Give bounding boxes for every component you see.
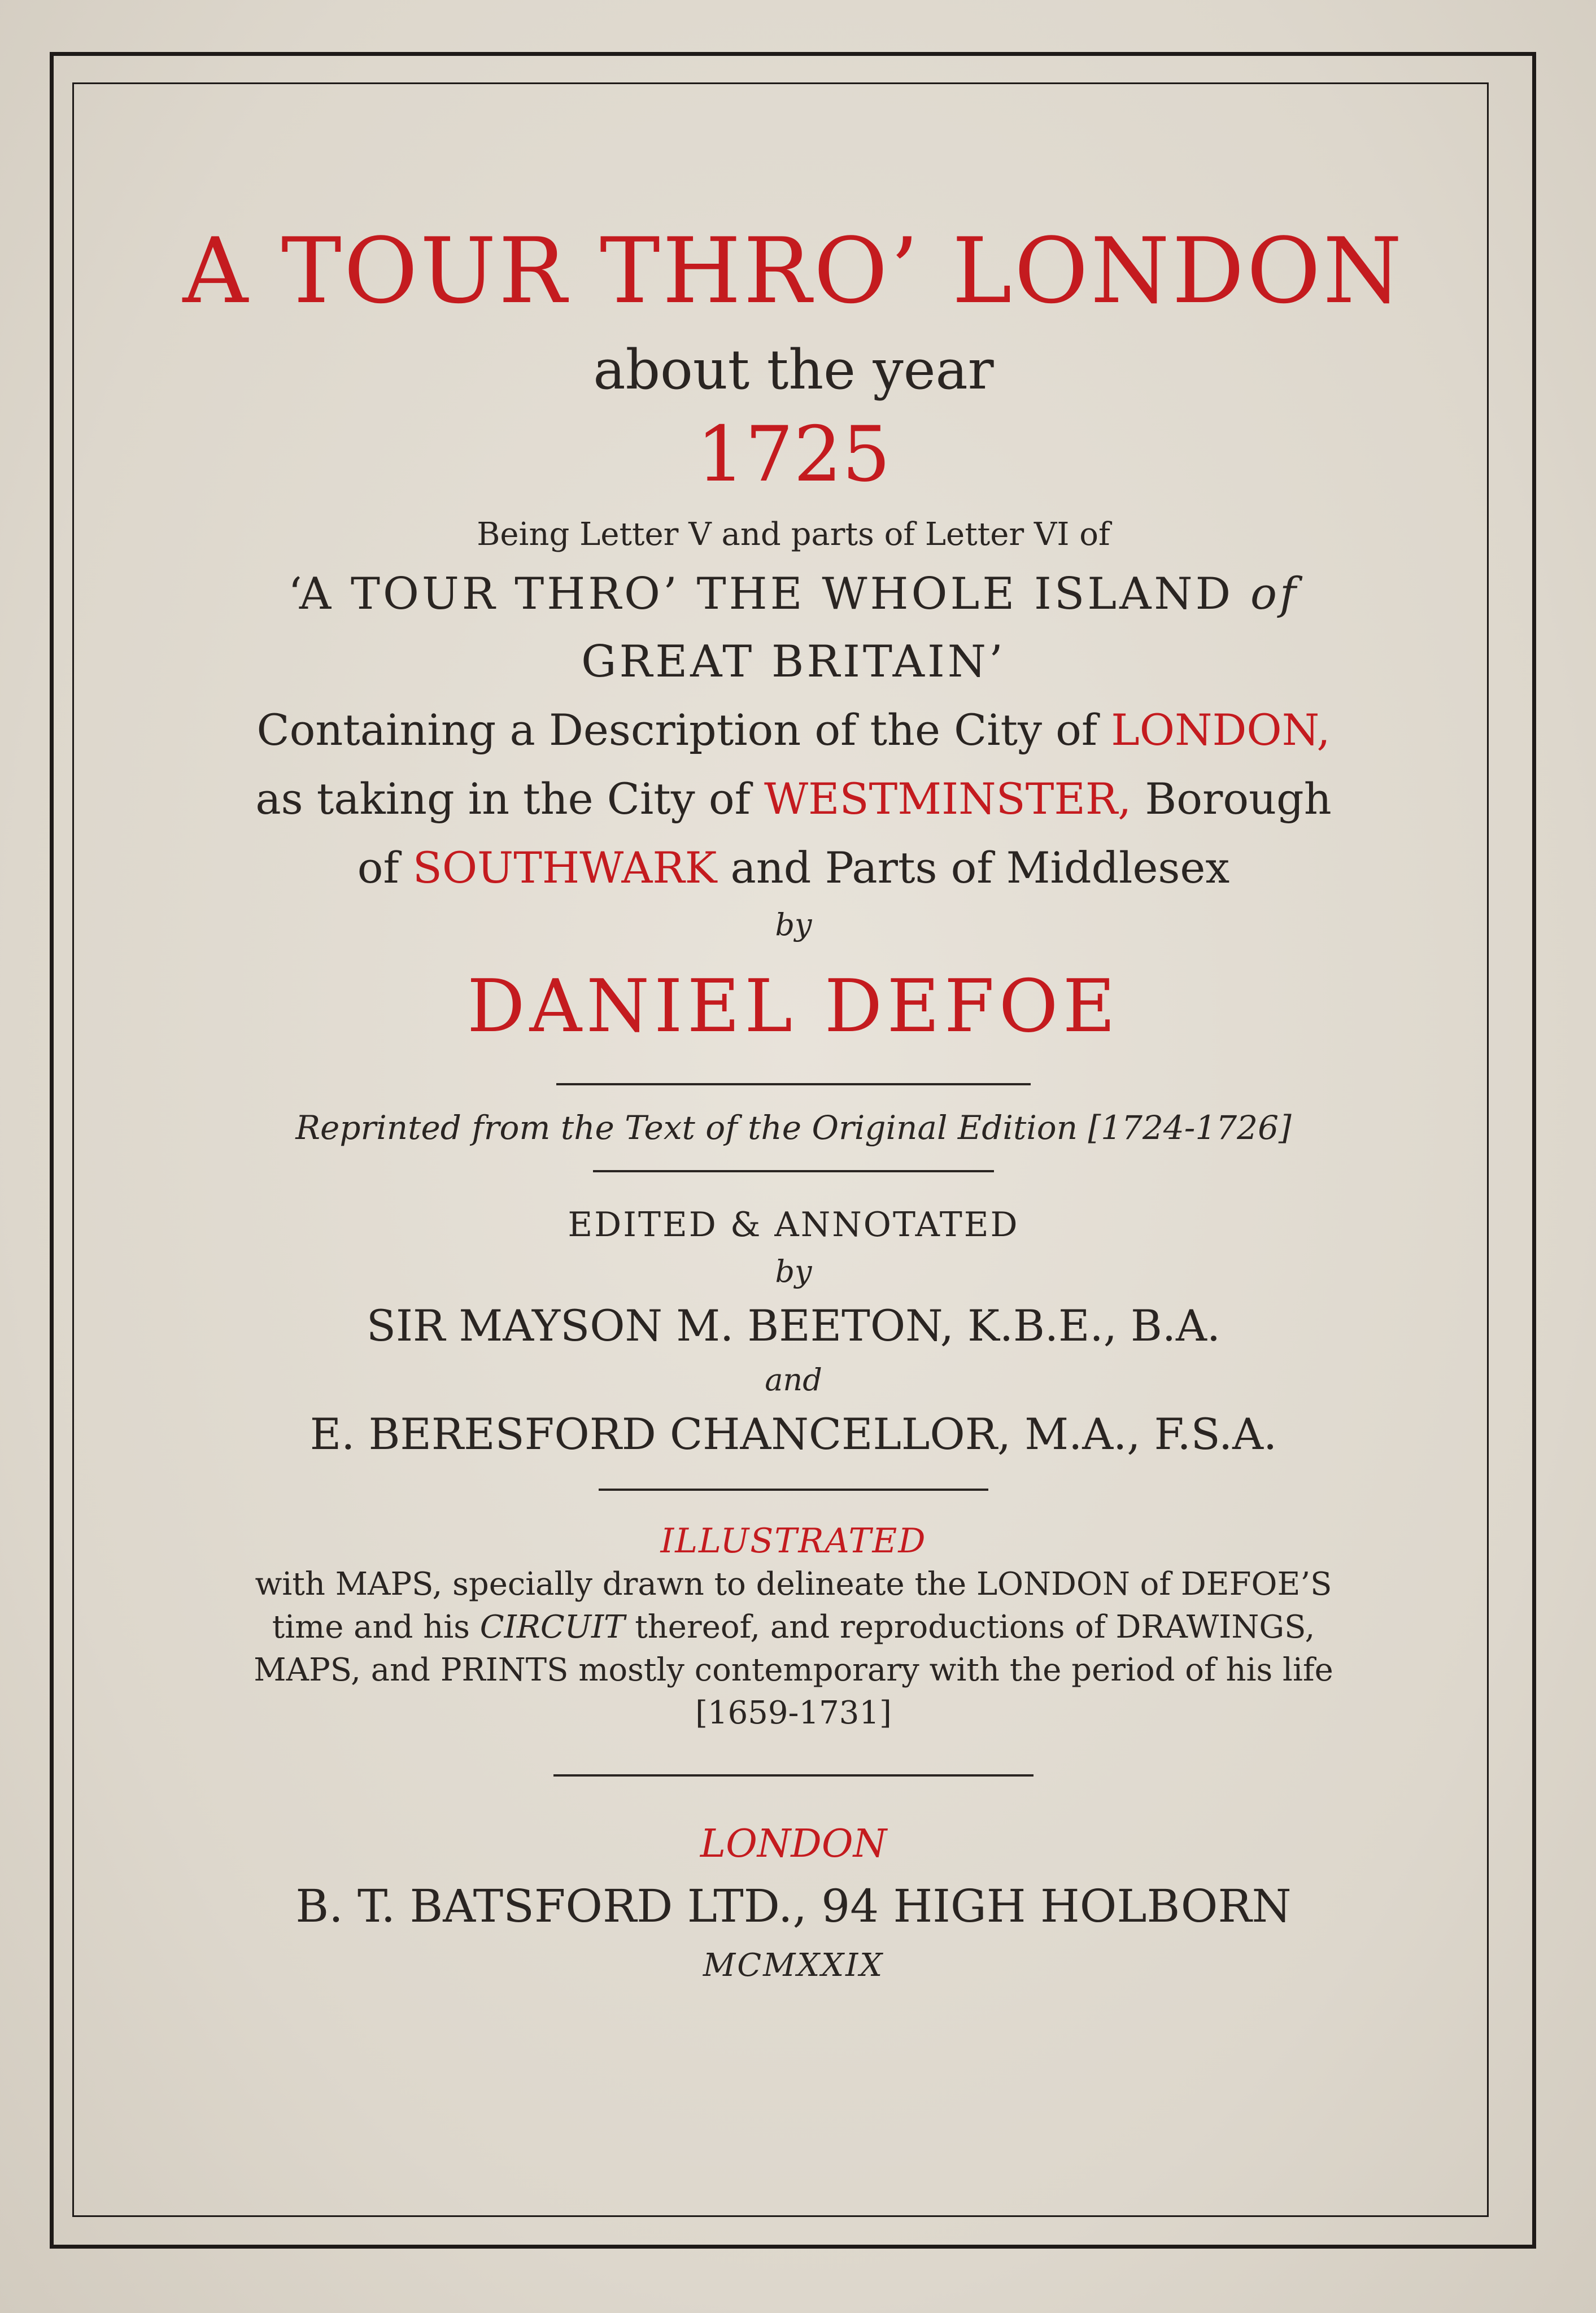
desc3-text: and Parts of Middlesex <box>717 843 1230 893</box>
tour-whole-of: of <box>1250 569 1299 619</box>
reprint-note <box>124 1102 1463 1153</box>
desc1-text: Containing a Description of the City of <box>256 705 1111 755</box>
tour-whole-text: ‘A TOUR THRO’ THE WHOLE ISLAND <box>288 569 1250 619</box>
edited-by-label: by <box>775 1254 812 1289</box>
illustration-line-1: with MAPS, specially drawn to delineate the LONDON of DEFOE’S <box>255 1566 1332 1603</box>
great-britain: GREAT BRITAIN’ <box>581 636 1006 687</box>
description-line-2 <box>124 765 1463 833</box>
illustration-line-3: MAPS, and PRINTS mostly contemporary with the period of his life <box>254 1652 1333 1688</box>
edited-annotated: EDITED & ANNOTATED <box>568 1205 1019 1245</box>
by-label: by <box>775 907 812 942</box>
divider-1 <box>556 1083 1031 1085</box>
about-the-year: about the year <box>593 338 994 401</box>
tour-whole-island <box>124 560 1463 628</box>
place-of-publication: LONDON <box>700 1822 887 1866</box>
divider-2 <box>593 1170 994 1172</box>
editor-2: E. BERESFORD CHANCELLOR, M.A., F.S.A. <box>309 1409 1277 1459</box>
desc2-text: as taking in the City of <box>255 774 764 824</box>
desc1-london: LONDON, <box>1111 705 1331 755</box>
desc3-of: of <box>357 843 413 893</box>
main-title: A TOUR THRO’ LONDON <box>182 218 1405 324</box>
reprint-text: Reprinted from the Text of the Original Edition <box>295 1109 1088 1147</box>
description-line-1 <box>124 696 1463 765</box>
description-line-3 <box>124 833 1463 902</box>
desc2-borough: Borough <box>1131 774 1332 824</box>
and-label: and <box>765 1362 822 1398</box>
publisher: B. T. BATSFORD LTD., 94 HIGH HOLBORN <box>295 1880 1292 1932</box>
desc3-southwark: SOUTHWARK <box>412 843 717 893</box>
illustration-line-2 <box>124 1606 1463 1649</box>
divider-3 <box>599 1489 988 1491</box>
desc2-westminster: WESTMINSTER, <box>764 774 1132 824</box>
illus2-rest: thereof, and reproductions of DRAWINGS, <box>625 1609 1315 1646</box>
illus2-circuit: CIRCUIT <box>479 1609 625 1646</box>
illus2-text: time and his <box>272 1609 480 1646</box>
year: 1725 <box>696 410 891 499</box>
title-page <box>124 215 1463 2157</box>
illustrated-heading: ILLUSTRATED <box>660 1521 927 1561</box>
reprint-dates: [1724-1726] <box>1088 1109 1292 1147</box>
author-name: DANIEL DEFOE <box>467 965 1120 1049</box>
editor-1: SIR MAYSON M. BEETON, K.B.E., B.A. <box>366 1300 1221 1351</box>
divider-4 <box>553 1774 1034 1777</box>
publication-date: MCMXXIX <box>703 1947 884 1984</box>
illustration-line-4: [1659-1731] <box>695 1695 892 1731</box>
being-letter: Being Letter V and parts of Letter VI of <box>477 516 1110 553</box>
